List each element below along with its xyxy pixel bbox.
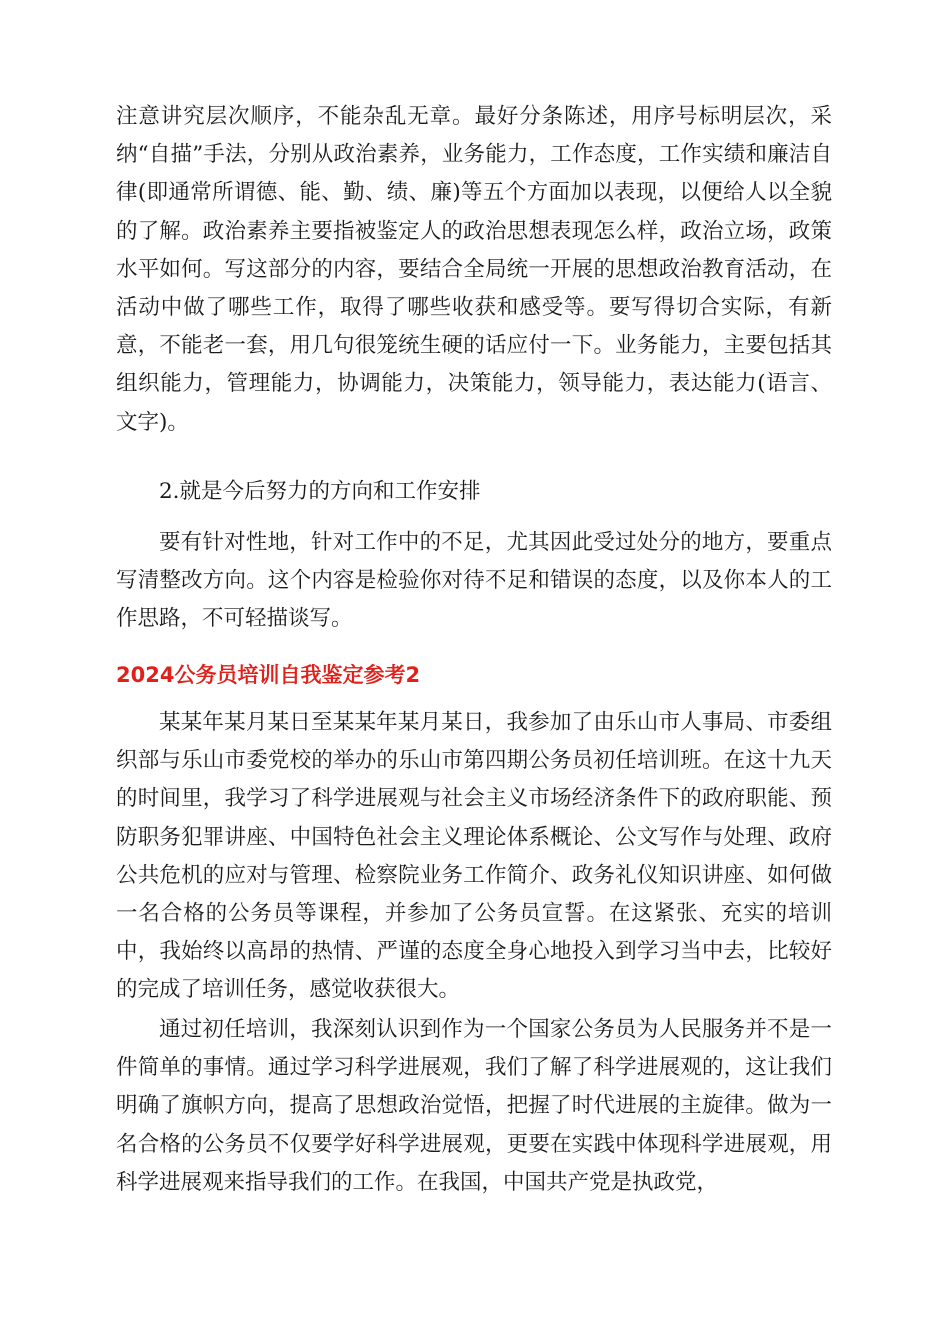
section-heading: 2024公务员培训自我鉴定参考2: [116, 663, 421, 687]
subheading-future-direction: 2.就是今后努力的方向和工作安排: [159, 479, 481, 504]
paragraph-training-reflection: 通过初任培训，我深刻认识到作为一个国家公务员为人民服务并不是一件简单的事情。通过学习科学进展观，我们了解了科学进展观的，这让我们明确了旗帜方向，提高了思想政治觉悟，把握了时代进展的主旋律。做为一名合格的公务员不仅要学好科学进展观，更要在实践中体现科学进展观，用科学进展观来指导我们的工作。在我国，中国共产党是执政党，: [116, 1017, 832, 1195]
paragraph-evaluation-content: 注意讲究层次顺序，不能杂乱无章。最好分条陈述，用序号标明层次，采纳“自描”手法，分别从政治素养，业务能力，工作态度，工作实绩和廉洁自律(即通常所谓德、能、勤、绩、廉)等五个方面加以表现，以便给人以全貌的了解。政治素养主要指被鉴定人的政治思想表现怎么样，政治立场，政策水平如何。写这部分的内容，要结合全局统一开展的思想政治教育活动，在活动中做了哪些工作，取得了哪些收获和感受等。要写得切合实际，有新意，不能老一套，用几句很笼统生硬的话应付一下。业务能力，主要包括其组织能力，管理能力，协调能力，决策能力，领导能力，表达能力(语言、文字)。: [116, 104, 832, 435]
paragraph-rectification: 要有针对性地，针对工作中的不足，尤其因此受过处分的地方，要重点写清整改方向。这个内容是检验你对待不足和错误的态度，以及你本人的工作思路，不可轻描谈写。: [116, 530, 832, 632]
paragraph-training-summary: 某某年某月某日至某某年某月某日，我参加了由乐山市人事局、市委组织部与乐山市委党校的举办的乐山市第四期公务员初任培训班。在这十九天的时间里，我学习了科学进展观与社会主义市场经济条件下的政府职能、预防职务犯罪讲座、中国特色社会主义理论体系概论、公文写作与处理、政府公共危机的应对与管理、检察院业务工作简介、政务礼仪知识讲座、如何做一名合格的公务员等课程，并参加了公务员宣誓。在这紧张、充实的培训中，我始终以高昂的热情、严谨的态度全身心地投入到学习当中去，比较好的完成了培训任务，感觉收获很大。: [116, 710, 832, 1003]
